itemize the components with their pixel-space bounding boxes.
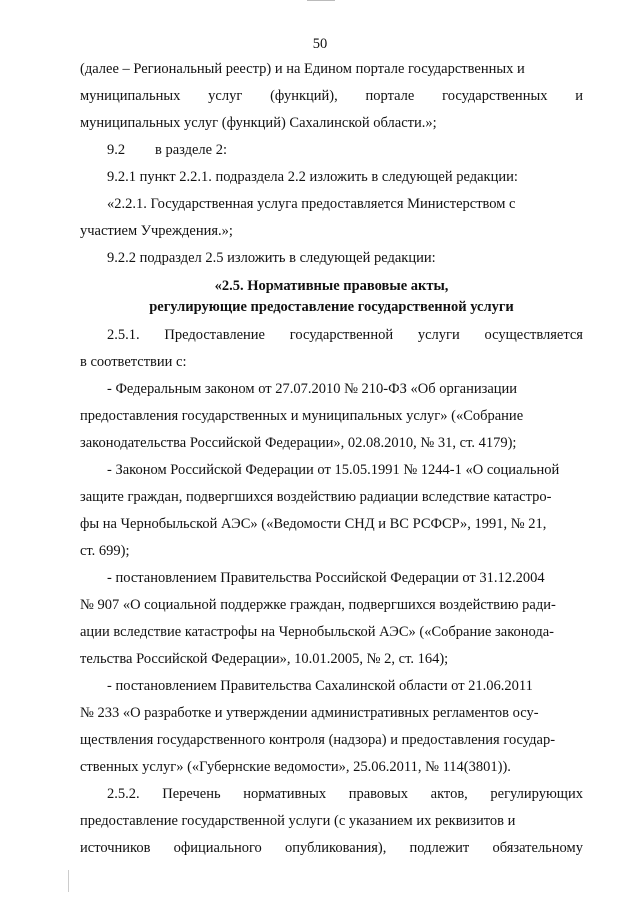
word: муниципальных <box>80 88 181 104</box>
text-line <box>80 754 583 781</box>
text-line <box>80 835 583 862</box>
text-line <box>80 83 583 110</box>
paragraph-2-5-2 <box>80 781 583 808</box>
word: услуг <box>208 88 243 104</box>
word: портале <box>365 88 415 104</box>
text-line <box>80 619 583 646</box>
text-line-content: ст. 699); <box>80 543 130 559</box>
text-line-content: № 233 «О разработке и утверждении административных регламентов осу- <box>80 705 539 721</box>
page-number: 50 <box>312 36 328 52</box>
word: государственной <box>289 327 394 343</box>
text-line-content: тельства Российской Федерации», 10.01.2005, № 2, ст. 164); <box>80 651 449 667</box>
section-9-2 <box>80 137 583 164</box>
text-line-content: фы на Чернобыльской АЭС» («Ведомости СНД и ВС РСФСР», 1991, № 21, <box>80 516 547 532</box>
word: 2.5.2. <box>107 786 140 802</box>
text-line-content: (далее – Региональный реестр) и на Едином портале государственных и <box>80 61 525 77</box>
text-line <box>80 538 583 565</box>
text-line <box>80 56 583 83</box>
text-line-content: муниципальных услуг (функций) Сахалинской области.»; <box>80 115 437 131</box>
text-line-content: 9.2.1 пункт 2.2.1. подраздела 2.2 изложить в следующей редакции: <box>107 169 518 185</box>
section-9-2-2 <box>80 245 583 272</box>
word: государственных <box>442 88 548 104</box>
text-line-content: - Федеральным законом от 27.07.2010 № 210-ФЗ «Об организации <box>107 381 518 397</box>
word: правовых <box>348 786 409 802</box>
subsection-heading <box>80 297 583 318</box>
text-line <box>80 592 583 619</box>
text-line <box>80 403 583 430</box>
word: актов, <box>430 786 468 802</box>
text-line-content: 9.2.2 подраздел 2.5 изложить в следующей редакции: <box>107 250 436 266</box>
text-line <box>80 646 583 673</box>
text-line-content: № 907 «О социальной поддержке граждан, подвергшихся воздействию ради- <box>80 597 556 613</box>
text-line <box>80 430 583 457</box>
word: и <box>575 88 583 104</box>
word: услуги <box>417 327 460 343</box>
section-text: в разделе 2: <box>155 142 228 158</box>
word: подлежит <box>409 840 470 856</box>
scan-edge-mark <box>68 870 69 892</box>
list-item <box>80 376 583 403</box>
text-line-content: защите граждан, подвергшихся воздействию радиации вследствие катастро- <box>80 489 552 505</box>
section-9-2-1 <box>80 164 583 191</box>
text-line-content: - Законом Российской Федерации от 15.05.1991 № 1244-1 «О социальной <box>107 462 560 478</box>
word: опубликования), <box>284 840 387 856</box>
text-line-content: участием Учреждения.»; <box>80 223 233 239</box>
text-line <box>80 218 583 245</box>
text-line-content: ществления государственного контроля (надзора) и предоставления государ- <box>80 732 556 748</box>
word: официального <box>173 840 262 856</box>
word: обязательному <box>492 840 583 856</box>
text-line <box>80 808 583 835</box>
word: осуществляется <box>484 327 583 343</box>
text-line <box>80 110 583 137</box>
text-line-content: законодательства Российской Федерации», 02.08.2010, № 31, ст. 4179); <box>80 435 517 451</box>
text-line-content: - постановлением Правительства Сахалинской области от 21.06.2011 <box>107 678 533 694</box>
text-line-content: «2.2.1. Государственная услуга предоставляется Министерством с <box>107 196 516 212</box>
text-line-content: в соответствии с: <box>80 354 187 370</box>
word: источников <box>80 840 151 856</box>
text-line-content: ации вследствие катастрофы на Чернобыльской АЭС» («Собрание законода- <box>80 624 554 640</box>
text-line-content: ственных услуг» («Губернские ведомости», 25.06.2011, № 114(3801)). <box>80 759 511 775</box>
word: регулирующих <box>490 786 583 802</box>
subsection-heading <box>80 276 583 297</box>
word: 2.5.1. <box>107 327 140 343</box>
text-line <box>80 511 583 538</box>
text-line-content: - постановлением Правительства Российской Федерации от 31.12.2004 <box>107 570 545 586</box>
list-item <box>80 673 583 700</box>
top-edge-mark <box>307 0 335 1</box>
text-line-content: предоставление государственной услуги (с указанием их реквизитов и <box>80 813 516 829</box>
word: (функций), <box>270 88 338 104</box>
word: нормативных <box>243 786 327 802</box>
text-line <box>80 349 583 376</box>
list-item <box>80 457 583 484</box>
text-line <box>80 700 583 727</box>
section-number: 9.2 <box>107 142 126 158</box>
word: Перечень <box>162 786 221 802</box>
paragraph-2-5-1 <box>80 322 583 349</box>
document-body <box>80 56 583 862</box>
heading-line-1: «2.5. Нормативные правовые акты, <box>214 278 449 294</box>
list-item <box>80 565 583 592</box>
heading-line-2: регулирующие предоставление государственной услуги <box>149 299 514 315</box>
quote-2-2-1 <box>80 191 583 218</box>
text-line <box>80 727 583 754</box>
word: Предоставление <box>164 327 265 343</box>
text-line-content: предоставления государственных и муниципальных услуг» («Собрание <box>80 408 524 424</box>
text-line <box>80 484 583 511</box>
